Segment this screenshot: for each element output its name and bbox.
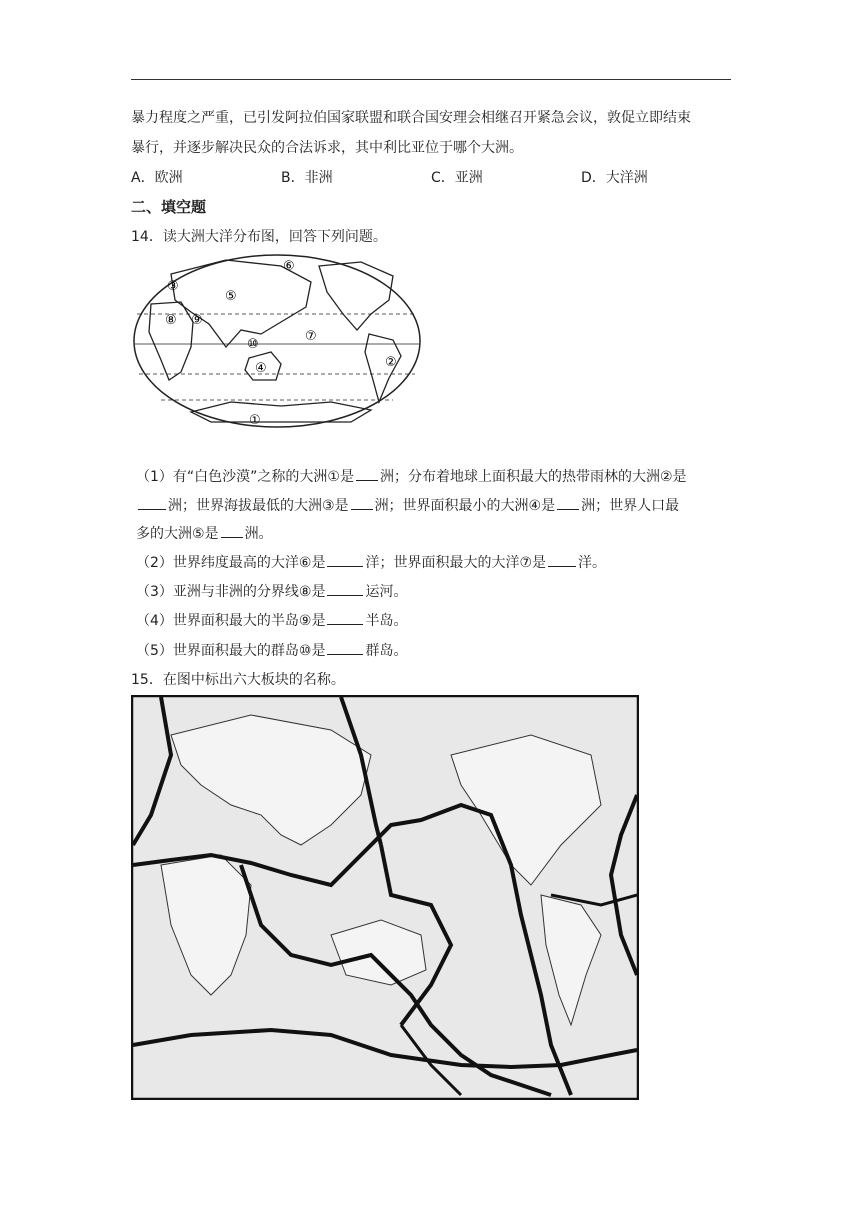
option-d: D．大洋洲	[581, 170, 648, 186]
q14-sub2-text-b: 洋；世界面积最大的大洋⑦是	[365, 555, 547, 571]
answer-blank-6[interactable]	[327, 552, 363, 567]
q14-sub5-text-b: 群岛。	[365, 643, 408, 659]
map-label-2: ②	[385, 355, 397, 370]
answer-blank-8[interactable]	[327, 581, 363, 596]
q13-text-line1: 暴力程度之严重，已引发阿拉伯国家联盟和联合国安理会相继召开紧急会议，敦促立即结束	[131, 110, 691, 126]
q14-sub1-line3	[136, 523, 273, 544]
answer-blank-10[interactable]	[327, 640, 363, 655]
q14-sub2	[136, 552, 606, 573]
q14-sub1-text-g: 洲。	[244, 526, 273, 542]
q14-sub1-text-c: 洲；世界海拔最低的大洲③是	[168, 498, 349, 514]
plates-map	[131, 695, 639, 1100]
q14-sub2-text-c: 洋。	[578, 555, 607, 571]
answer-blank-9[interactable]	[327, 610, 363, 625]
section-title: 二、填空题	[131, 198, 207, 216]
map-label-8: ⑧	[165, 313, 177, 328]
q14-sub4	[136, 610, 407, 631]
answer-blank-5[interactable]	[221, 523, 243, 538]
answer-blank-1[interactable]	[356, 466, 378, 481]
map-label-4: ④	[255, 361, 267, 376]
q14-sub4-text-b: 半岛。	[365, 613, 408, 629]
answer-blank-4[interactable]	[557, 495, 579, 510]
q14-sub4-text-a: （4）世界面积最大的半岛⑨是	[136, 613, 326, 629]
q15-stem: 15．在图中标出六大板块的名称。	[131, 672, 345, 688]
q14-sub5	[136, 640, 407, 661]
map-label-10: ⑩	[247, 337, 259, 352]
q14-sub3	[136, 581, 407, 602]
map-label-3: ③	[167, 279, 179, 294]
option-c: C．亚洲	[431, 170, 483, 186]
map-label-7: ⑦	[305, 329, 317, 344]
q14-sub3-text-a: （3）亚洲与非洲的分界线⑧是	[136, 584, 326, 600]
q14-sub1-text-e: 洲；世界人口最	[581, 498, 680, 514]
q14-stem: 14．读大洲大洋分布图，回答下列问题。	[131, 229, 387, 245]
q14-sub2-text-a: （2）世界纬度最高的大洋⑥是	[136, 555, 326, 571]
map-label-5: ⑤	[225, 289, 237, 304]
q13-text-line2: 暴行，并逐步解决民众的合法诉求，其中利比亚位于哪个大洲。	[131, 140, 523, 156]
q14-sub1-line1	[136, 466, 687, 487]
continents-map	[131, 252, 423, 430]
map-label-1: ①	[249, 413, 261, 428]
option-b: B．非洲	[281, 170, 333, 186]
q14-sub1-text-a: （1）有“白色沙漠”之称的大洲①是	[136, 469, 354, 485]
q14-sub1-line2	[136, 495, 679, 516]
option-a: A．欧洲	[131, 170, 183, 186]
answer-blank-7[interactable]	[548, 552, 576, 567]
q14-sub1-text-f: 多的大洲⑤是	[136, 526, 219, 542]
map-label-6: ⑥	[283, 259, 295, 274]
q14-sub1-text-b: 洲；分布着地球上面积最大的热带雨林的大洲②是	[379, 469, 687, 485]
answer-blank-3[interactable]	[351, 495, 373, 510]
map-label-9: ⑨	[191, 313, 203, 328]
header-rule	[131, 79, 731, 80]
q14-sub1-text-d: 洲；世界面积最小的大洲④是	[374, 498, 556, 514]
answer-blank-2[interactable]	[138, 495, 166, 510]
q14-sub5-text-a: （5）世界面积最大的群岛⑩是	[136, 643, 326, 659]
q14-sub3-text-b: 运河。	[365, 584, 408, 600]
